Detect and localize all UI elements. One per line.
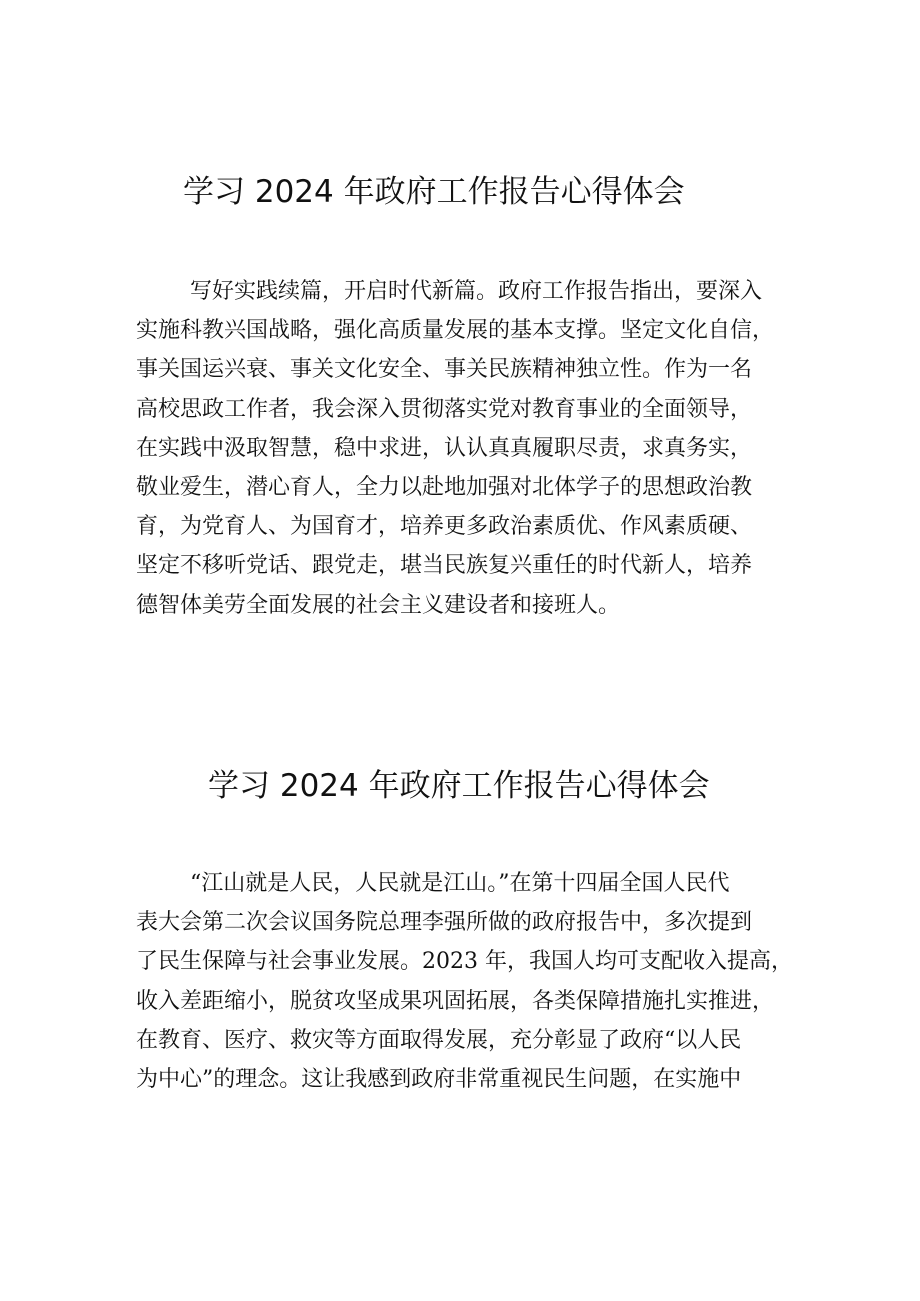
section-2-title: 学习 2024 年政府工作报告心得体会 (208, 768, 710, 804)
body-line: 在教育、医疗、救灾等方面取得发展，充分彰显了政府“以人民 (136, 1027, 742, 1053)
body-line: 高校思政工作者，我会深入贯彻落实党对教育事业的全面领导， (136, 396, 753, 422)
body-line: 事关国运兴衰、事关文化安全、事关民族精神独立性。作为一名 (136, 357, 753, 383)
body-line: 收入差距缩小，脱贫攻坚成果巩固拓展，各类保障措施扎实推进， (136, 988, 775, 1014)
body-line: 育，为党育人、为国育才，培养更多政治素质优、作风素质硬、 (136, 514, 753, 540)
body-line: 写好实践续篇，开启时代新篇。政府工作报告指出，要深入 (190, 279, 763, 304)
body-line: 为中心”的理念。这让我感到政府非常重视民生问题，在实施中 (136, 1067, 742, 1093)
body-line: “江山就是人民，人民就是江山。”在第十四届全国人民代 (190, 871, 730, 896)
body-line: 在实践中汲取智慧，稳中求进，认认真真履职尽责，求真务实， (136, 435, 753, 461)
section-1-title: 学习 2024 年政府工作报告心得体会 (183, 174, 685, 210)
body-line: 敬业爱生，潜心育人，全力以赴地加强对北体学子的思想政治教 (136, 475, 753, 501)
body-line: 表大会第二次会议国务院总理李强所做的政府报告中，多次提到 (136, 910, 753, 936)
body-line: 了民生保障与社会事业发展。2023 年，我国人均可支配收入提高， (136, 949, 793, 975)
body-line: 坚定不移听党话、跟党走，堪当民族复兴重任的时代新人，培养 (136, 553, 753, 579)
section-2-body (136, 864, 808, 1099)
body-line: 德智体美劳全面发展的社会主义建设者和接班人。 (136, 592, 621, 618)
section-1-body (136, 272, 808, 625)
body-line: 实施科教兴国战略，强化高质量发展的基本支撑。坚定文化自信， (136, 318, 775, 344)
